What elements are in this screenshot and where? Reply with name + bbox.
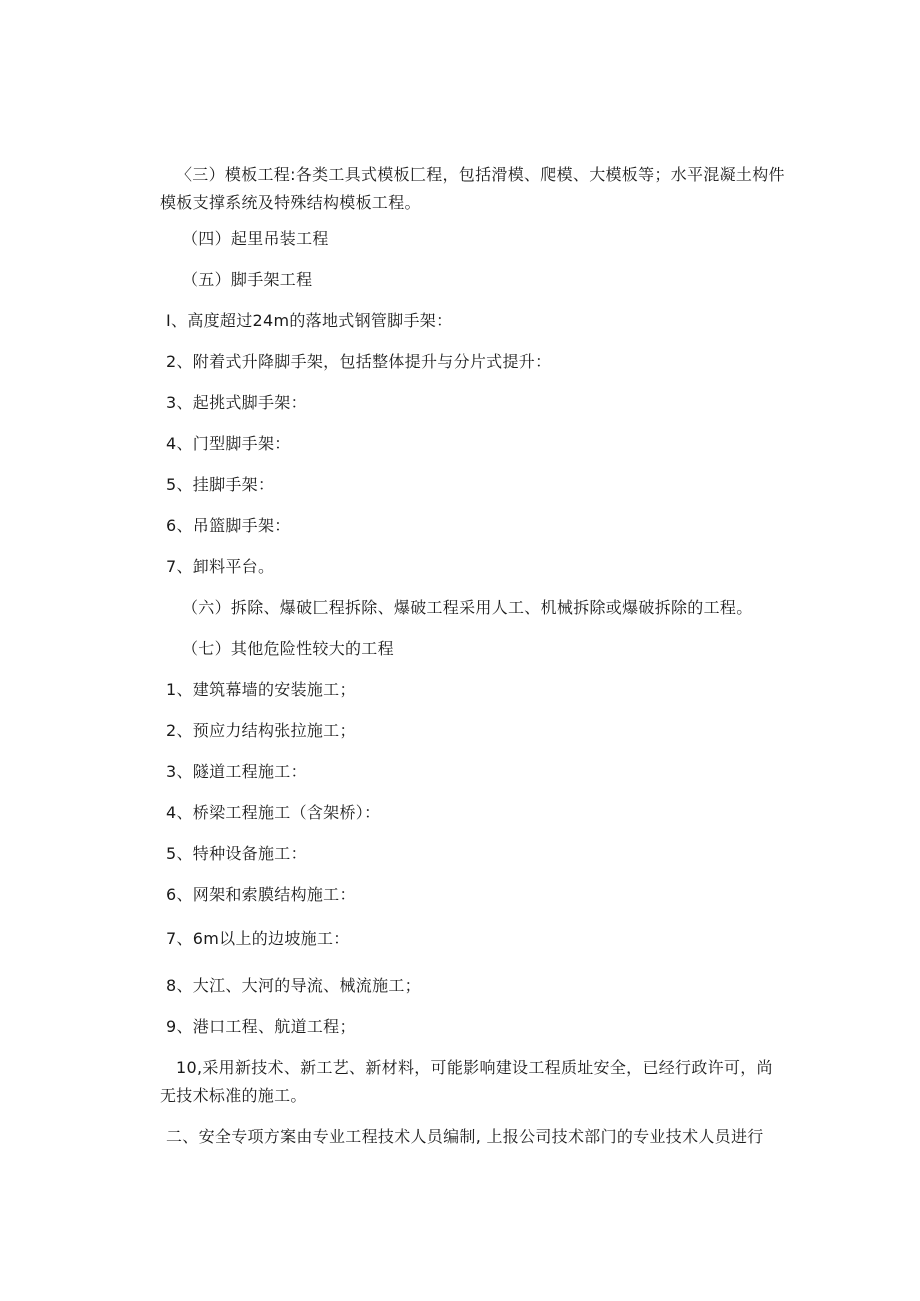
paragraph-formwork: 〈三）模板工程:各类工具式模板匚程，包括滑模、爬模、大模板等；水平混凝土构件模板支撑系统及特殊结构模板工程。 [160,165,785,212]
list-item-scaffold-3: 3、起挑式脚手架： [166,393,307,412]
list-item-scaffold-5: 5、挂脚手架： [166,475,275,494]
heading-scaffolding: （五）脚手架工程 [182,270,313,289]
list-item-scaffold-7: 7、卸料平台。 [166,557,275,576]
list-item-other-3: 3、隧道工程施工： [166,762,307,781]
list-item-scaffold-4: 4、门型脚手架： [166,434,291,453]
list-item-scaffold-6: 6、吊篮脚手架： [166,516,291,535]
list-item-other-1: 1、建筑幕墙的安装施工； [166,680,356,699]
heading-other-hazardous: （七）其他危险性较大的工程 [182,639,394,658]
paragraph-safety-plan: 二、安全专项方案由专业工程技术人员编制, 上报公司技术部门的专业技术人员进行 [166,1127,764,1146]
heading-demolition: （六）拆除、爆破匚程拆除、爆破工程采用人工、机械拆除或爆破拆除的工程。 [182,598,753,617]
list-item-other-8: 8、大江、大河的导流、械流施工； [166,976,421,995]
list-item-other-5: 5、特种设备施工： [166,844,307,863]
list-item-other-2: 2、预应力结构张拉施工； [166,721,356,740]
list-item-other-4: 4、桥梁工程施工（含架桥）： [166,803,381,822]
list-item-scaffold-1: I、高度超过24m的落地式钢管脚手架： [166,311,453,330]
heading-lifting: （四）起里吊装工程 [182,229,329,248]
list-item-other-10: 10,采用新技术、新工艺、新材料，可能影响建设工程质址安全，已经行政许可，尚无技术标准的施工。 [160,1058,773,1105]
list-item-other-7: 7、6m以上的边坡施工： [166,929,350,948]
list-item-other-9: 9、港口工程、航道工程； [166,1017,356,1036]
list-item-scaffold-2: 2、附着式升降脚手架，包括整体提升与分片式提升： [166,352,552,371]
list-item-other-6: 6、网架和索膜结构施工： [166,885,356,904]
